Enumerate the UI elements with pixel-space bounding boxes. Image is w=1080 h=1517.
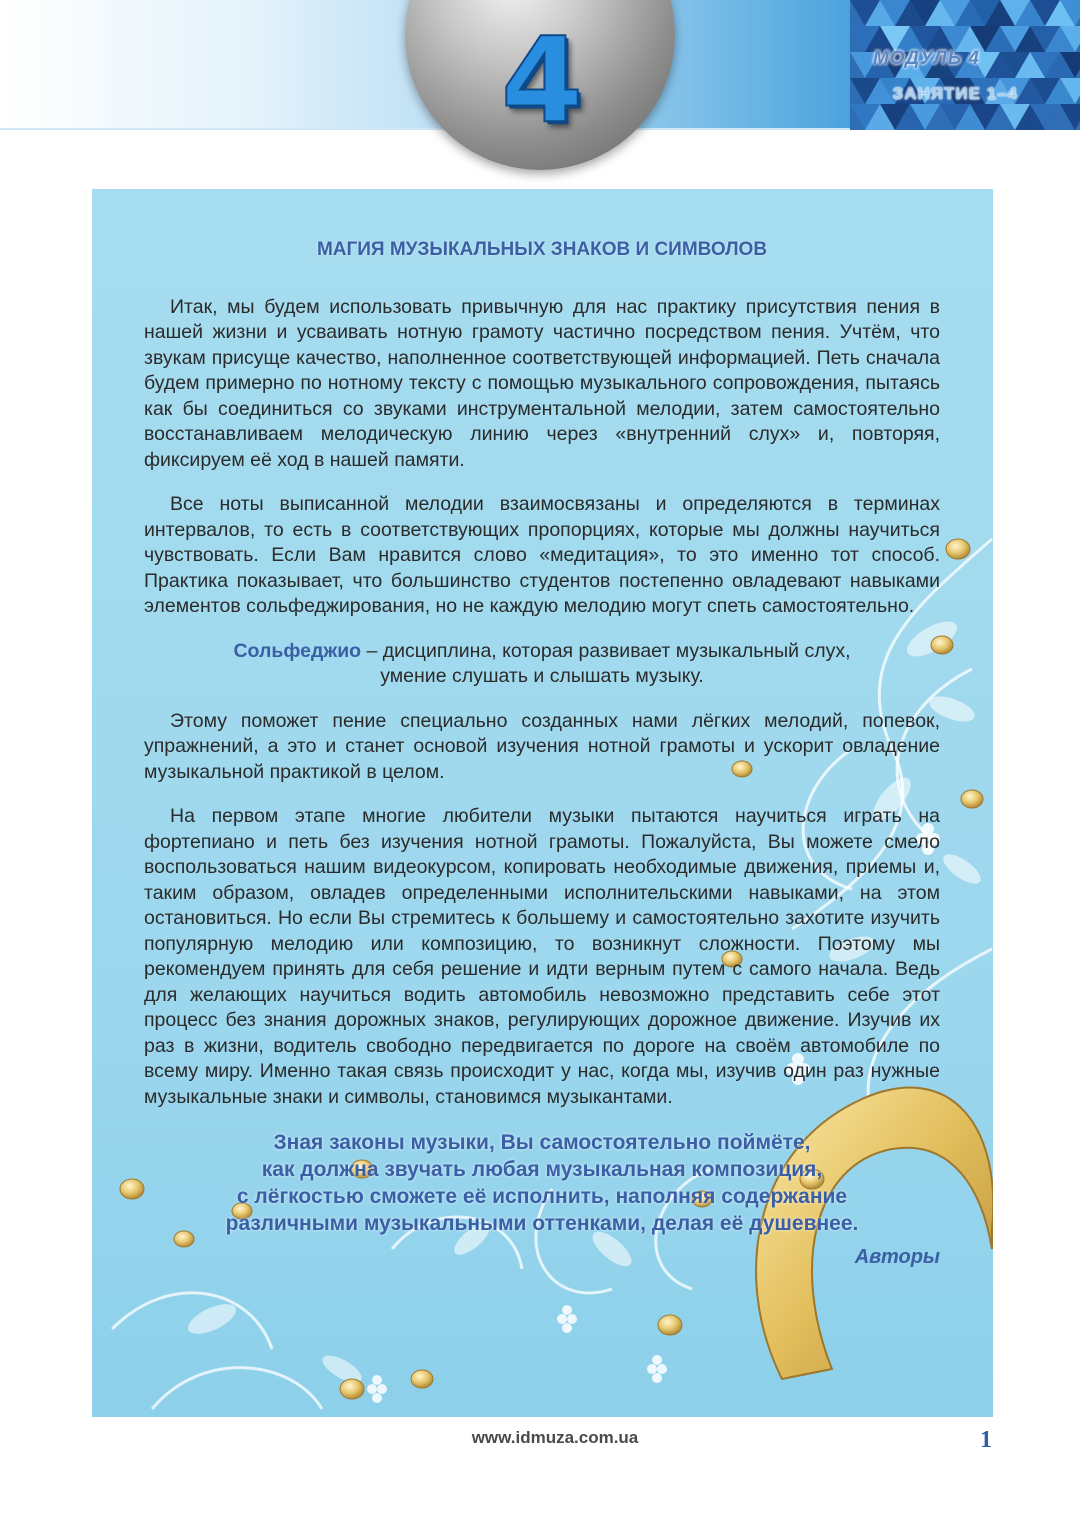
quote-line: различными музыкальными оттенками, делая её душевнее. bbox=[225, 1212, 859, 1235]
definition-text-continued: умение слушать и слышать музыку. bbox=[380, 665, 704, 687]
module-number: 4 bbox=[500, 11, 584, 149]
closing-quote bbox=[144, 1129, 940, 1237]
definition-text: – дисциплина, которая развивает музыкальный слух, bbox=[361, 639, 851, 662]
definition-term: Сольфеджио bbox=[233, 639, 362, 662]
content-panel bbox=[92, 189, 993, 1417]
paragraph: На первом этапе многие любители музыки пытаются научиться играть на фортепиано и петь без изучения нотной грамоты. Пожалуйста, Вы можете смело воспользоваться нашим видеокурсом, копировать необходимые движения, приемы и, таким образом, овладев определенными исполнительскими навыками, на этом остановиться. Но если Вы стремитесь к большему и самостоятельно захотите изучить популярную мелодию или композицию, то возникнут сложности. Поэтому мы рекомендуем принять для себя решение и идти верным путем с самого начала. Ведь для желающих научиться водить автомобиль невозможно представить себе этот процесс без знания дорожных знаков, регулирующих дорожное движение. Изучив их раз в жизни, водитель свободно передвигается по дороге на своём автомобиле по всему миру. Именно такая связь происходит у нас, когда мы, изучив один раз нужные музыкальные знаки и символы, становимся музыкантами. bbox=[144, 805, 940, 1108]
quote-line: как должна звучать любая музыкальная композиция, bbox=[261, 1158, 823, 1181]
website-link[interactable]: www.idmuza.com.ua bbox=[471, 1428, 639, 1447]
authors-signature: Авторы bbox=[854, 1246, 940, 1268]
quote-line: Зная законы музыки, Вы самостоятельно поймёте, bbox=[273, 1131, 811, 1154]
paragraph: Все ноты выписанной мелодии взаимосвязаны и определяются в терминах интервалов, то есть в соответствующих пропорциях, которые мы должны научиться чувствовать. Если Вам нравится слово «медитация», то это именно тот способ. Практика показывает, что большинство студентов постепенно овладевают навыками элементов сольфеджирования, но не каждую мелодию могут спеть самостоятельно. bbox=[144, 493, 940, 617]
paragraph: Итак, мы будем использовать привычную для нас практику присутствия пения в нашей жизни и усваивать нотную грамоту частично посредством пения. Учтём, что звукам присуще качество, наполненное соответствующей информацией. Петь сначала будем примерно по нотному тексту с помощью музыкального сопровождения, пытаясь как бы соединиться со звуками инструментальной мелодии, затем самостоятельно восстанавливаем мелодическую линию через «внутренний слух» и, повторяя, фиксируем её ход в нашей памяти. bbox=[144, 295, 940, 471]
lesson-label: ЗАНЯТИЕ 1–4 bbox=[892, 84, 1018, 103]
quote-line: с лёгкостью сможете её исполнить, наполняя содержание bbox=[236, 1185, 848, 1208]
article-title: МАГИЯ МУЗЫКАЛЬНЫХ ЗНАКОВ И СИМВОЛОВ bbox=[316, 239, 768, 260]
paragraph: Этому поможет пение специально созданных нами лёгких мелодий, попевок, упражнений, а это и станет основой изучения нотной грамоты и ускорит овладение музыкальной практикой в целом. bbox=[144, 709, 940, 783]
definition-block bbox=[144, 639, 940, 690]
header-divider bbox=[0, 128, 850, 130]
article bbox=[144, 237, 940, 1271]
page-number: 1 bbox=[980, 1427, 992, 1453]
module-label: МОДУЛЬ 4 bbox=[872, 48, 980, 69]
